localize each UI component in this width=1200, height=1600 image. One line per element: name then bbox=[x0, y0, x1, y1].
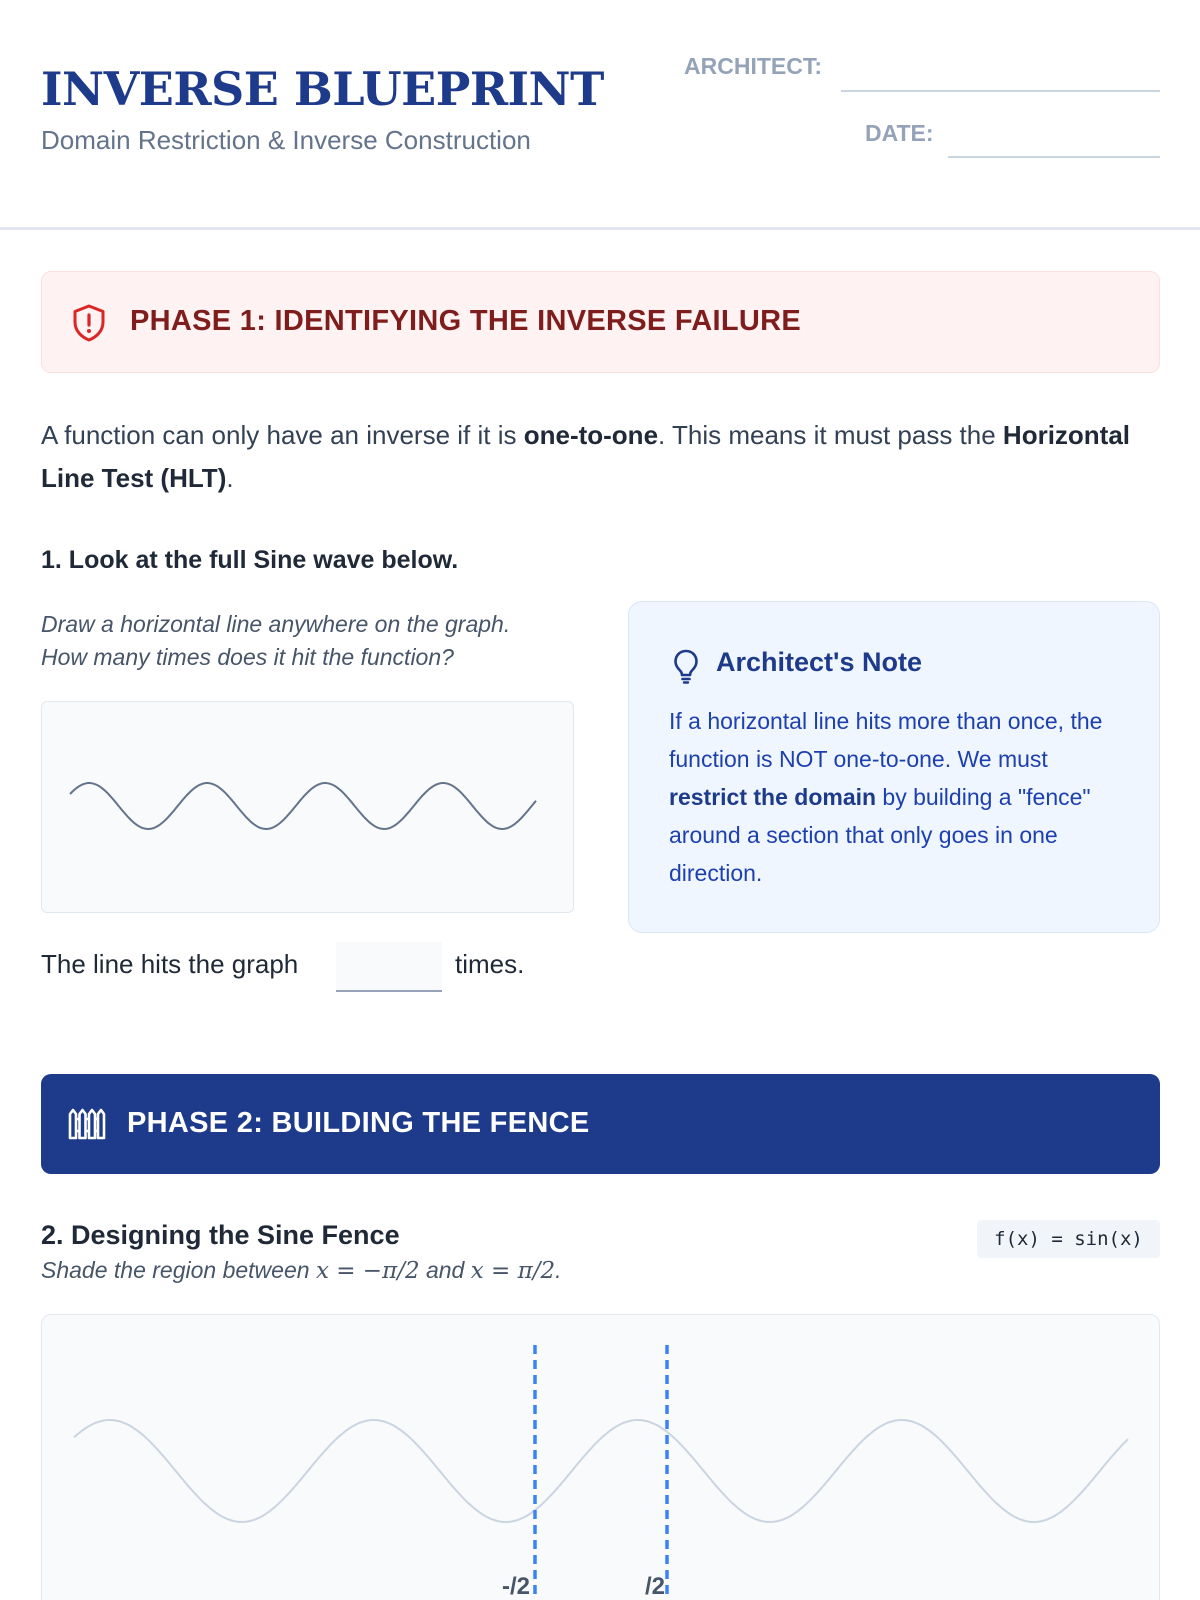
sine-curve bbox=[70, 783, 536, 829]
term-one-to-one: one-to-one bbox=[523, 420, 659, 450]
architects-note bbox=[628, 601, 1160, 933]
note-body: If a horizontal line hits more than once, the function is NOT one-to-one. We must restrict the domain by building a "fence" around a section that only goes in one direction. bbox=[669, 708, 1103, 886]
page-header bbox=[0, 0, 1200, 230]
date-field[interactable] bbox=[948, 156, 1160, 158]
term-restrict-domain: restrict the domain bbox=[669, 784, 877, 810]
question-2-title: 2. Designing the Sine Fence bbox=[41, 1220, 400, 1250]
sine-curve-light bbox=[74, 1420, 1128, 1522]
fence-label-left: -/2 bbox=[501, 1573, 531, 1600]
function-label: f(x) = sin(x) bbox=[977, 1220, 1160, 1258]
phase1-title: PHASE 1: IDENTIFYING THE INVERSE FAILURE bbox=[130, 305, 802, 337]
intro-paragraph: A function can only have an inverse if it is one-to-one. This means it must pass the Horizontal Line Test (HLT). bbox=[41, 420, 1131, 493]
question-1-instruction: Draw a horizontal line anywhere on the graph. How many times does it hit the function? bbox=[41, 611, 511, 670]
shield-alert-icon bbox=[72, 304, 106, 342]
note-title: Architect's Note bbox=[716, 647, 922, 677]
phase2-banner bbox=[41, 1074, 1160, 1174]
question-2-instruction: Shade the region between x = −π/2 and x = π/2. bbox=[41, 1257, 562, 1284]
sine-fence-graph[interactable] bbox=[41, 1314, 1160, 1600]
page-title: INVERSE BLUEPRINT bbox=[41, 62, 604, 116]
fence-icon bbox=[68, 1108, 106, 1140]
date-label: DATE: bbox=[865, 120, 934, 146]
phase2-title: PHASE 2: BUILDING THE FENCE bbox=[127, 1107, 590, 1139]
answer-blank[interactable] bbox=[336, 942, 442, 992]
answer-prefix: The line hits the graph bbox=[41, 949, 299, 979]
architect-label: ARCHITECT: bbox=[684, 53, 822, 79]
page-subtitle: Domain Restriction & Inverse Construction bbox=[41, 125, 531, 155]
term-hlt: Horizontal Line Test (HLT) bbox=[41, 420, 1131, 493]
answer-suffix: times. bbox=[455, 949, 525, 979]
fence-label-right: /2 bbox=[644, 1573, 666, 1600]
sine-wave-graph[interactable] bbox=[41, 701, 574, 913]
question-1-title: 1. Look at the full Sine wave below. bbox=[41, 546, 459, 574]
lightbulb-icon bbox=[672, 648, 700, 684]
architect-field[interactable] bbox=[841, 90, 1160, 92]
phase1-banner bbox=[41, 271, 1160, 373]
